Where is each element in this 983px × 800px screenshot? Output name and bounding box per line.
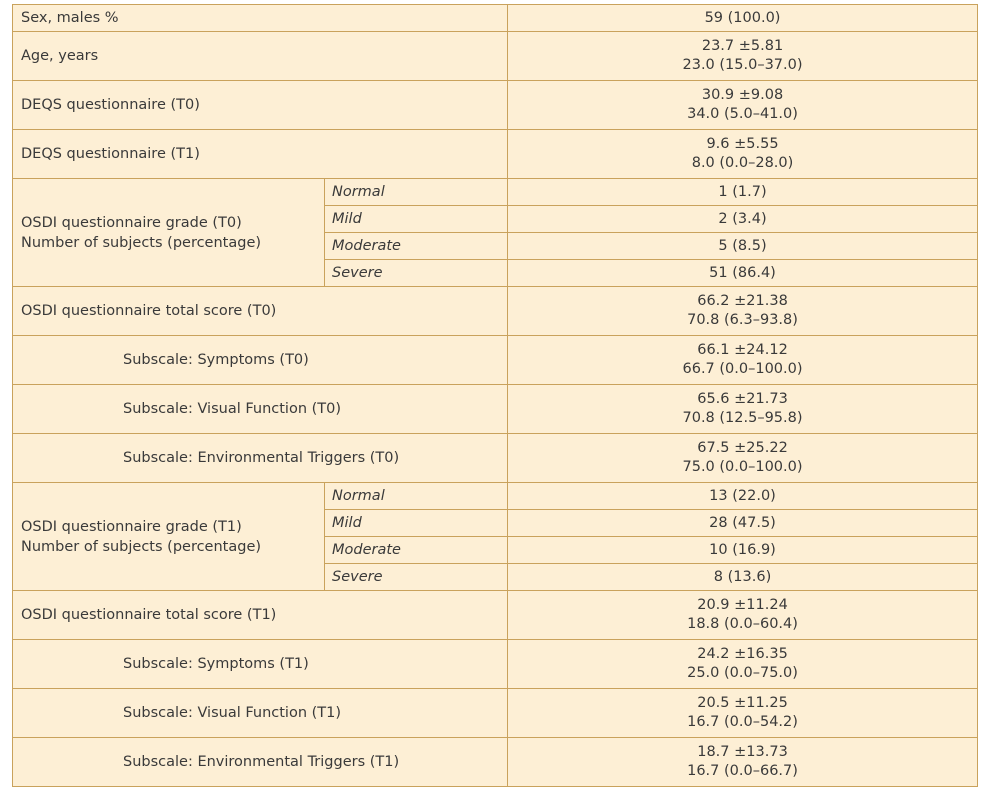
grade-title: OSDI questionnaire grade (T0) [21, 214, 242, 231]
mean-sd: 66.1 ±24.12 [697, 342, 788, 358]
grade-count: 28 (47.5) [508, 510, 978, 537]
mean-sd: 24.2 ±16.35 [697, 646, 788, 662]
table-row [13, 336, 978, 385]
row-value [508, 32, 978, 81]
median-range: 66.7 (0.0–100.0) [682, 361, 803, 377]
table-row [13, 483, 978, 510]
table-row [13, 738, 978, 787]
table-row [13, 385, 978, 434]
statistics-table [12, 4, 978, 787]
value-line: 59 (100.0) [704, 9, 781, 26]
grade-count: 5 (8.5) [508, 233, 978, 260]
grade-subtitle: Number of subjects (percentage) [21, 234, 262, 251]
table-row [13, 5, 978, 32]
subscale-label: Subscale: Environmental Triggers (T1) [13, 738, 508, 787]
grade-count: 51 (86.4) [508, 260, 978, 287]
row-value [508, 81, 978, 130]
score-label: OSDI questionnaire total score (T1) [13, 591, 508, 640]
table-row [13, 32, 978, 81]
grade-level-severe: Severe [325, 564, 508, 591]
median-range: 18.8 (0.0–60.4) [687, 616, 798, 632]
row-label: Age, years [13, 32, 508, 81]
score-value [508, 434, 978, 483]
mean-sd: 20.5 ±11.25 [697, 695, 788, 711]
table-row [13, 287, 978, 336]
grade-level-mild: Mild [325, 206, 508, 233]
grade-label-t1 [13, 483, 325, 591]
mean-sd: 9.6 ±5.55 [706, 136, 779, 152]
mean-sd: 18.7 ±13.73 [697, 744, 788, 760]
median-range: 34.0 (5.0–41.0) [687, 106, 798, 122]
mean-sd: 30.9 ±9.08 [701, 87, 784, 103]
score-value [508, 287, 978, 336]
row-value [508, 5, 978, 32]
row-label: Sex, males % [13, 5, 508, 32]
grade-count: 8 (13.6) [508, 564, 978, 591]
grade-subtitle: Number of subjects (percentage) [21, 538, 262, 555]
median-range: 70.8 (12.5–95.8) [682, 410, 803, 426]
score-value [508, 336, 978, 385]
grade-level-normal: Normal [325, 483, 508, 510]
subscale-label: Subscale: Visual Function (T1) [13, 689, 508, 738]
grade-level-moderate: Moderate [325, 233, 508, 260]
subscale-label: Subscale: Environmental Triggers (T0) [13, 434, 508, 483]
score-value [508, 385, 978, 434]
median-range: 8.0 (0.0–28.0) [691, 155, 794, 171]
grade-level-normal: Normal [325, 179, 508, 206]
mean-sd: 65.6 ±21.73 [697, 391, 788, 407]
grade-title: OSDI questionnaire grade (T1) [21, 518, 242, 535]
row-label: DEQS questionnaire (T1) [13, 130, 508, 179]
row-value [508, 130, 978, 179]
score-value [508, 591, 978, 640]
table-row [13, 591, 978, 640]
row-label: DEQS questionnaire (T0) [13, 81, 508, 130]
table-row [13, 179, 978, 206]
median-range: 75.0 (0.0–100.0) [682, 459, 803, 475]
score-value [508, 738, 978, 787]
table-row [13, 130, 978, 179]
score-value [508, 640, 978, 689]
mean-sd: 20.9 ±11.24 [697, 597, 788, 613]
table-row [13, 689, 978, 738]
table-row [13, 434, 978, 483]
grade-count: 10 (16.9) [508, 537, 978, 564]
median-range: 16.7 (0.0–54.2) [687, 714, 798, 730]
score-label: OSDI questionnaire total score (T0) [13, 287, 508, 336]
score-value [508, 689, 978, 738]
median-range: 25.0 (0.0–75.0) [687, 665, 798, 681]
subscale-label: Subscale: Symptoms (T1) [13, 640, 508, 689]
grade-count: 2 (3.4) [508, 206, 978, 233]
subscale-label: Subscale: Symptoms (T0) [13, 336, 508, 385]
median-range: 70.8 (6.3–93.8) [687, 312, 798, 328]
mean-sd: 66.2 ±21.38 [697, 293, 788, 309]
grade-level-mild: Mild [325, 510, 508, 537]
table-row [13, 81, 978, 130]
subscale-label: Subscale: Visual Function (T0) [13, 385, 508, 434]
mean-sd: 67.5 ±25.22 [697, 440, 788, 456]
grade-label-t0 [13, 179, 325, 287]
grade-level-moderate: Moderate [325, 537, 508, 564]
grade-level-severe: Severe [325, 260, 508, 287]
grade-count: 13 (22.0) [508, 483, 978, 510]
grade-count: 1 (1.7) [508, 179, 978, 206]
median-range: 23.0 (15.0–37.0) [682, 57, 803, 73]
table-row [13, 640, 978, 689]
median-range: 16.7 (0.0–66.7) [687, 763, 798, 779]
mean-sd: 23.7 ±5.81 [701, 38, 784, 54]
